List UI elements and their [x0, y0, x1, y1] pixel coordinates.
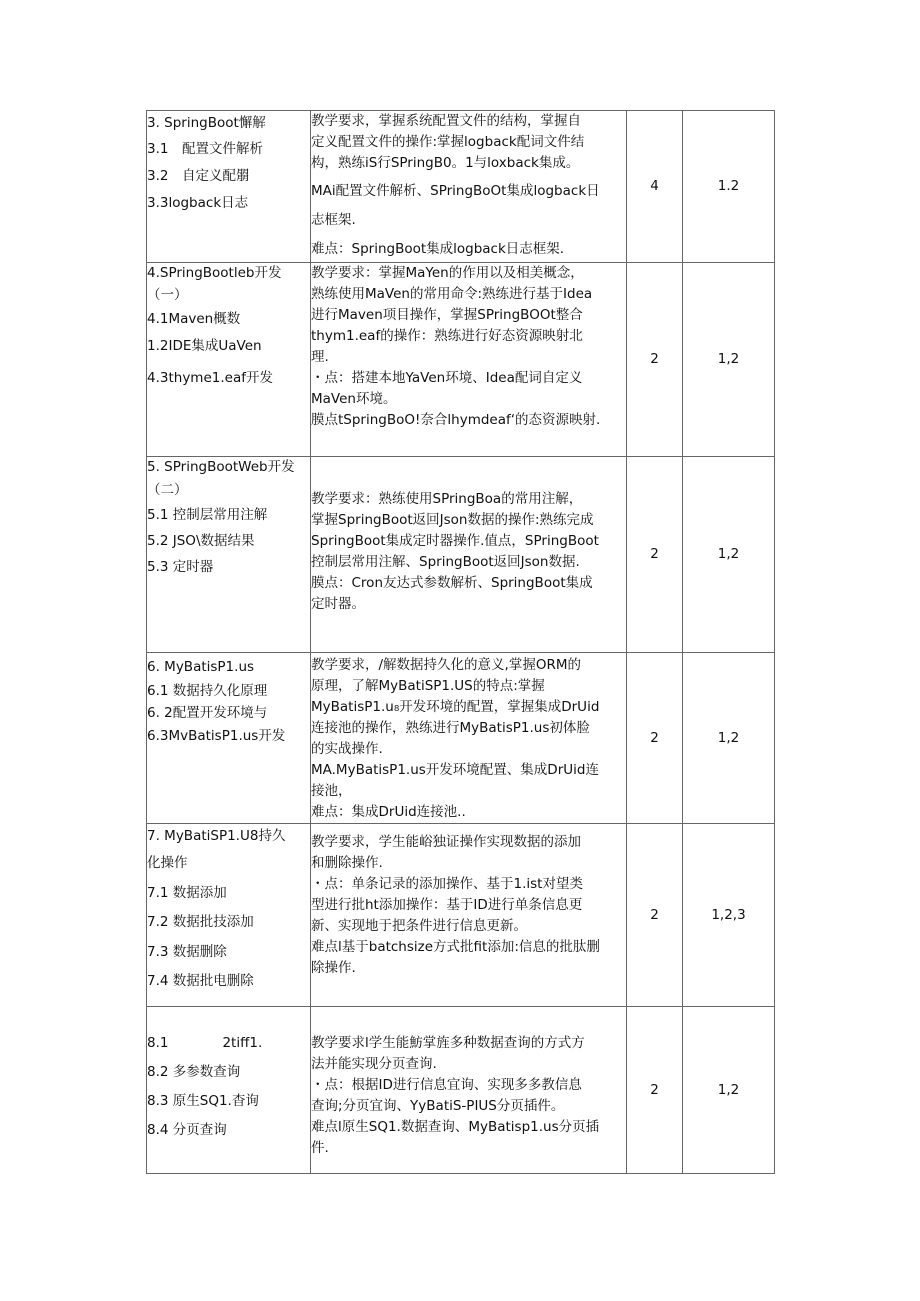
topic-line: 8.1 2tiff1.	[147, 1035, 263, 1051]
requirement-cell	[311, 1007, 627, 1174]
requirement-line: 教学要求，学生能峪独证操作实现数据的添加	[311, 834, 581, 850]
topic-line: 8.2 多参数查询	[147, 1064, 241, 1080]
requirement-cell	[311, 111, 627, 263]
requirement-cell	[311, 457, 627, 653]
requirement-cell	[311, 653, 627, 824]
requirement-line: 法并能实现分页查询.	[311, 1056, 437, 1072]
topic-line: 6. 2配置开发环境与	[147, 705, 268, 721]
requirement-line: MyBatisP1.u₈开发环境的配置，掌握集成DrUid	[311, 699, 600, 715]
topic-line: 3. SpringBoot懈解	[147, 115, 266, 131]
requirement-line: 和删除操作.	[311, 855, 383, 871]
table-row	[147, 263, 775, 457]
topic-line: 化操作	[147, 855, 188, 871]
requirement-line: MaVen环境。	[311, 391, 397, 407]
syllabus-table	[146, 110, 775, 1174]
table-row	[147, 1007, 775, 1174]
topic-line: 6.3MvBatisP1.us开发	[147, 728, 286, 744]
topic-line: （一）	[147, 287, 188, 303]
goals-cell: 1,2	[683, 263, 775, 457]
requirement-line: 难点l基于batchsize方式批fit添加:信息的批肽删	[311, 939, 600, 955]
topic-cell	[147, 1007, 311, 1174]
requirement-line: 难点l原生SQ1.数据查询、MyBatisp1.us分页插	[311, 1119, 600, 1135]
topic-line: 7.1 数据添加	[147, 885, 227, 901]
topic-line: 1.2IDE集成UaVen	[147, 338, 262, 354]
requirement-cell	[311, 263, 627, 457]
requirement-line: 熟练使用MaVen的常用命令:熟练进行基于Idea	[311, 286, 593, 302]
requirement-line: 构，熟练iS行SPringB0。1与loxback集成。	[311, 155, 580, 171]
hours-cell: 4	[627, 111, 683, 263]
topic-line: 6. MyBatisP1.us	[147, 659, 255, 675]
topic-line: 3.1 配置文件解析	[147, 141, 263, 157]
table-row	[147, 111, 775, 263]
requirement-line: 的实战操作.	[311, 741, 383, 757]
requirement-cell	[311, 824, 627, 1007]
requirement-line: thym1.eaf的操作：熟练进行好态资源映射北	[311, 328, 583, 344]
topic-line: 5.2 JSO\数据结果	[147, 533, 255, 549]
requirement-line: 除操作.	[311, 960, 356, 976]
hours-cell: 2	[627, 653, 683, 824]
requirement-line: 教学要求：掌握MaYen的作用以及相美概念，	[311, 265, 584, 281]
topic-line: 3.2 自定义配朤	[147, 168, 250, 184]
topic-cell	[147, 263, 311, 457]
topic-line: 7.3 数据删除	[147, 944, 227, 960]
topic-line: 4.SPringBootleb开发	[147, 265, 282, 281]
requirement-line: 进行Maven项目操作，掌握SPringBOOt整合	[311, 307, 583, 323]
requirement-line: 查询;分页宜询、YyBatiS-PIUS分页插件。	[311, 1098, 565, 1114]
requirement-line: 教学要求l学生能魴掌旌多种数据查询的方式方	[311, 1035, 585, 1051]
table-row	[147, 653, 775, 824]
goals-cell: 1,2,3	[683, 824, 775, 1007]
table-row	[147, 824, 775, 1007]
requirement-line: MAi配置文件解析、SPringBoOt集成logback日	[311, 183, 600, 199]
topic-cell	[147, 824, 311, 1007]
requirement-line: 定时器。	[311, 596, 365, 612]
requirement-line: 型进行批ht添加操作：基于ID进行单条信息更	[311, 897, 583, 913]
hours-cell: 2	[627, 457, 683, 653]
topic-line: 5. SPringBootWeb开发	[147, 459, 295, 475]
topic-line: 8.3 原生SQ1.杳询	[147, 1093, 259, 1109]
topic-line: 5.1 控制层常用注解	[147, 507, 268, 523]
table-row	[147, 457, 775, 653]
requirement-line: SpringBoot集成定时器操作.值点，SPringBoot	[311, 533, 599, 549]
topic-line: 8.4 分页查询	[147, 1122, 227, 1138]
requirement-line: ・点：单条记录的添加操作、基于1.ist对望类	[311, 876, 583, 892]
requirement-line: 连接池的操作，熟练进行MyBatisP1.us初体脸	[311, 720, 590, 736]
topic-line: 7.4 数据批电删除	[147, 973, 254, 989]
requirement-line: ・点：搭建本地YaVen环境、Idea配词自定义	[311, 370, 583, 386]
requirement-line: 理.	[311, 349, 329, 365]
topic-line: 4.3thyme1.eaf开发	[147, 370, 273, 386]
requirement-line: 教学要求，掌握系统配置文件的结构，掌握自	[311, 113, 581, 129]
requirement-line: 接池，	[311, 783, 352, 799]
topic-cell	[147, 653, 311, 824]
goals-cell: 1,2	[683, 653, 775, 824]
topic-line: 6.1 数据持久化原理	[147, 683, 268, 699]
requirement-line: 掌握SpringBoot返回Json数据的操作:熟练完成	[311, 512, 594, 528]
requirement-line: 新、实现地于把条件进行信息更新。	[311, 918, 527, 934]
requirement-line: 膜点tSpringBoO!奈合lhymdeaf‘的态资源映射.	[311, 412, 601, 428]
topic-line: 3.3logback日志	[147, 195, 249, 211]
topic-cell	[147, 111, 311, 263]
requirement-line: 控制层常用注解、SpringBoot返回Json数据.	[311, 554, 580, 570]
hours-cell: 2	[627, 824, 683, 1007]
requirement-line: MA.MyBatisP1.us开发环境配置、集成DrUid连	[311, 762, 599, 778]
topic-cell	[147, 457, 311, 653]
requirement-line: 件.	[311, 1140, 329, 1156]
requirement-line: ・点：根据ID进行信息宜询、实现多多教信息	[311, 1077, 582, 1093]
requirement-line: 志框架.	[311, 212, 356, 228]
requirement-line: 难点：SpringBoot集成logback日志框架.	[311, 241, 565, 257]
requirement-line: 难点：集成DrUid连接池..	[311, 804, 466, 820]
hours-cell: 2	[627, 263, 683, 457]
requirement-line: 原理，了解MyBatiSP1.US的特点:掌握	[311, 678, 545, 694]
requirement-line: 教学要求：熟练使用SPringBoa的常用注解，	[311, 491, 583, 507]
topic-line: 7. MyBatiSP1.U8持久	[147, 828, 286, 844]
topic-line: 5.3 定时器	[147, 559, 214, 575]
topic-line: （二）	[147, 482, 188, 498]
goals-cell: 1.2	[683, 111, 775, 263]
goals-cell: 1,2	[683, 457, 775, 653]
requirement-line: 教学要求，/解数据持久化的意义,掌握ORM的	[311, 657, 581, 673]
goals-cell: 1,2	[683, 1007, 775, 1174]
topic-line: 7.2 数据批技添加	[147, 914, 254, 930]
hours-cell: 2	[627, 1007, 683, 1174]
requirement-line: 定义配置文件的操作:掌握logback配词文件结	[311, 134, 585, 150]
topic-line: 4.1Maven概数	[147, 311, 241, 327]
requirement-line: 膜点：Cron友达式参数解析、SpringBoot集成	[311, 575, 593, 591]
